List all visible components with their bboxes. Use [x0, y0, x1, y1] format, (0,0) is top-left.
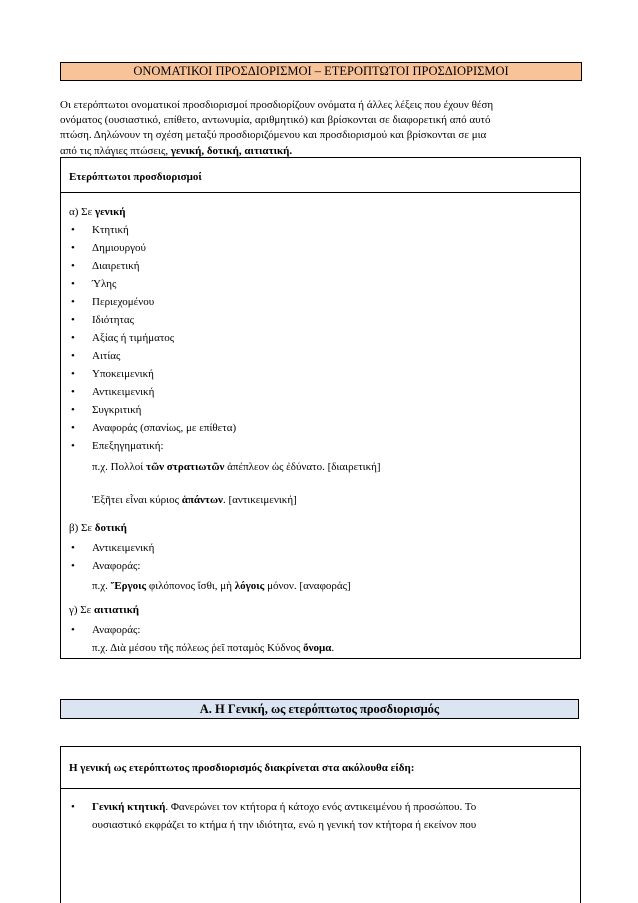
possessive-genitive-item: [69, 798, 569, 834]
accusative-example: [92, 642, 334, 654]
item-term: Γενική κτητική: [92, 801, 166, 813]
bullet-icon: •: [71, 386, 75, 398]
example-bold: ἁπάντων: [181, 494, 223, 506]
bullet-icon: •: [71, 224, 75, 236]
list-item: [69, 311, 569, 329]
example-text: φιλόπονος ἴσθι, μὴ: [146, 580, 235, 592]
list-item-label: Περιεχομένου: [92, 296, 155, 308]
list-item-label: Συγκριτική: [92, 404, 142, 416]
bullet-icon: •: [71, 368, 75, 380]
label-prefix: α) Σε: [69, 206, 95, 218]
label-case: γενική: [94, 206, 126, 218]
example-text: π.χ.: [92, 580, 111, 592]
genitive-label: [69, 206, 125, 218]
list-item-label: Αναφοράς (σπανίως, με επίθετα): [92, 422, 237, 434]
label-case: δοτική: [94, 522, 127, 534]
list-item: [69, 401, 569, 419]
modifiers-box: [60, 157, 581, 659]
example-bold: λόγοις: [234, 580, 265, 592]
list-item: [69, 239, 569, 257]
list-item: [69, 365, 569, 383]
intro-cases: γενική, δοτική, αιτιατική.: [170, 144, 293, 157]
genitive-types-box: [60, 746, 581, 903]
bullet-icon: •: [71, 404, 75, 416]
genitive-list: [69, 221, 569, 455]
bullet-icon: •: [71, 278, 75, 290]
intro-line: ονόματος (ουσιαστικό, επίθετο, αντωνυμία, αριθμητικό) και βρίσκονται σε διαφορετική από αυτό: [60, 114, 491, 127]
bullet-icon: •: [71, 542, 75, 554]
list-item: [69, 539, 569, 557]
label-case: αιτιατική: [94, 604, 140, 616]
list-item: [69, 419, 569, 437]
label-prefix: γ) Σε: [69, 604, 95, 616]
genitive-types-heading: Η γενική ως ετερόπτωτος προσδιορισμός διακρίνεται στα ακόλουθα είδη:: [61, 747, 580, 789]
bullet-icon: •: [71, 314, 75, 326]
example-bold: τῶν στρατιωτῶν: [146, 461, 225, 473]
intro-line: πτώση. Δηλώνουν τη σχέση μεταξύ προσδιοριζόμενου και προσδιορισμού και βρίσκονται σε μια: [60, 129, 487, 142]
item-line: [92, 798, 569, 816]
list-item-label: Αντικειμενική: [92, 386, 155, 398]
bullet-icon: •: [71, 801, 75, 813]
list-item: [69, 347, 569, 365]
example-text: μόνον. [αναφοράς]: [264, 580, 351, 592]
bullet-icon: •: [71, 440, 75, 452]
bullet-icon: •: [71, 242, 75, 254]
list-item: [69, 329, 569, 347]
list-item-label: Αναφοράς:: [92, 560, 141, 572]
intro-paragraph: [60, 98, 580, 159]
list-item-label: Δημιουργού: [92, 242, 146, 254]
list-item-label: Ύλης: [92, 278, 117, 290]
example-text: Ἐξῆτει εἶναι κύριος: [92, 494, 182, 506]
example-text: π.χ. Πολλοί: [92, 461, 147, 473]
dative-list: [69, 539, 569, 575]
accusative-label: [69, 604, 139, 616]
dative-label: [69, 522, 127, 534]
bullet-icon: •: [71, 624, 75, 636]
example-text: . [αντικειμενική]: [222, 494, 297, 506]
label-prefix: β) Σε: [69, 522, 95, 534]
bullet-icon: •: [71, 350, 75, 362]
dative-example: [92, 580, 351, 592]
list-item-label: Διαιρετική: [92, 260, 140, 272]
accusative-list: [69, 621, 569, 639]
list-item-label: Αξίας ή τιμήματος: [92, 332, 175, 344]
example-bold: Ἔργοις: [110, 580, 147, 592]
list-item-label: Αντικειμενική: [92, 542, 155, 554]
list-item: [69, 437, 569, 455]
example-text: ἀπέπλεον ὡς ἐδύνατο. [διαιρετική]: [224, 461, 381, 473]
genitive-example-2: [92, 494, 297, 506]
item-line: ουσιαστικό εκφράζει το κτήμα ή την ιδιότητα, ενώ η γενική τον κτήτορα ή εκείνον που: [92, 819, 477, 831]
section-a-heading: Α. Η Γενική, ως ετερόπτωτος προσδιορισμός: [60, 699, 579, 719]
item-text: . Φανερώνει τον κτήτορα ή κάτοχο ενός αντικειμένου ή προσώπου. Το: [165, 801, 477, 813]
list-item-label: Κτητική: [92, 224, 129, 236]
list-item-label: Αναφοράς:: [92, 624, 141, 636]
list-item-label: Υποκειμενική: [92, 368, 154, 380]
list-item: [69, 275, 569, 293]
list-item: [69, 621, 569, 639]
list-item: [69, 257, 569, 275]
list-item: [69, 557, 569, 575]
bullet-icon: •: [71, 332, 75, 344]
bullet-icon: •: [71, 296, 75, 308]
intro-text: από τις πλάγιες πτώσεις,: [60, 144, 171, 157]
example-bold: ὄνομα: [303, 642, 332, 654]
page-title: ΟΝΟΜΑΤΙΚΟΙ ΠΡΟΣΔΙΟΡΙΣΜΟΙ – ΕΤΕΡΟΠΤΩΤΟΙ ΠΡΟΣΔΙΟΡΙΣΜΟΙ: [60, 62, 582, 81]
bullet-icon: •: [71, 260, 75, 272]
list-item: [69, 221, 569, 239]
example-text: .: [331, 642, 335, 654]
example-text: π.χ. Διὰ μέσου τῆς πόλεως ῥεῖ ποταμὸς Κύδνος: [92, 642, 304, 654]
bullet-icon: •: [71, 560, 75, 572]
genitive-example-1: [92, 461, 381, 473]
intro-line: Οι ετερόπτωτοι ονοματικοί προσδιορισμοί προσδιορίζουν ονόματα ή άλλες λέξεις που έχουν θέση: [60, 99, 494, 111]
list-item-label: Αιτίας: [92, 350, 121, 362]
list-item-label: Επεξηγηματική:: [92, 440, 164, 452]
bullet-icon: •: [71, 422, 75, 434]
list-item: [69, 383, 569, 401]
modifiers-heading: Ετερόπτωτοι προσδιορισμοί: [61, 158, 580, 193]
list-item-label: Ιδιότητας: [92, 314, 135, 326]
list-item: [69, 293, 569, 311]
